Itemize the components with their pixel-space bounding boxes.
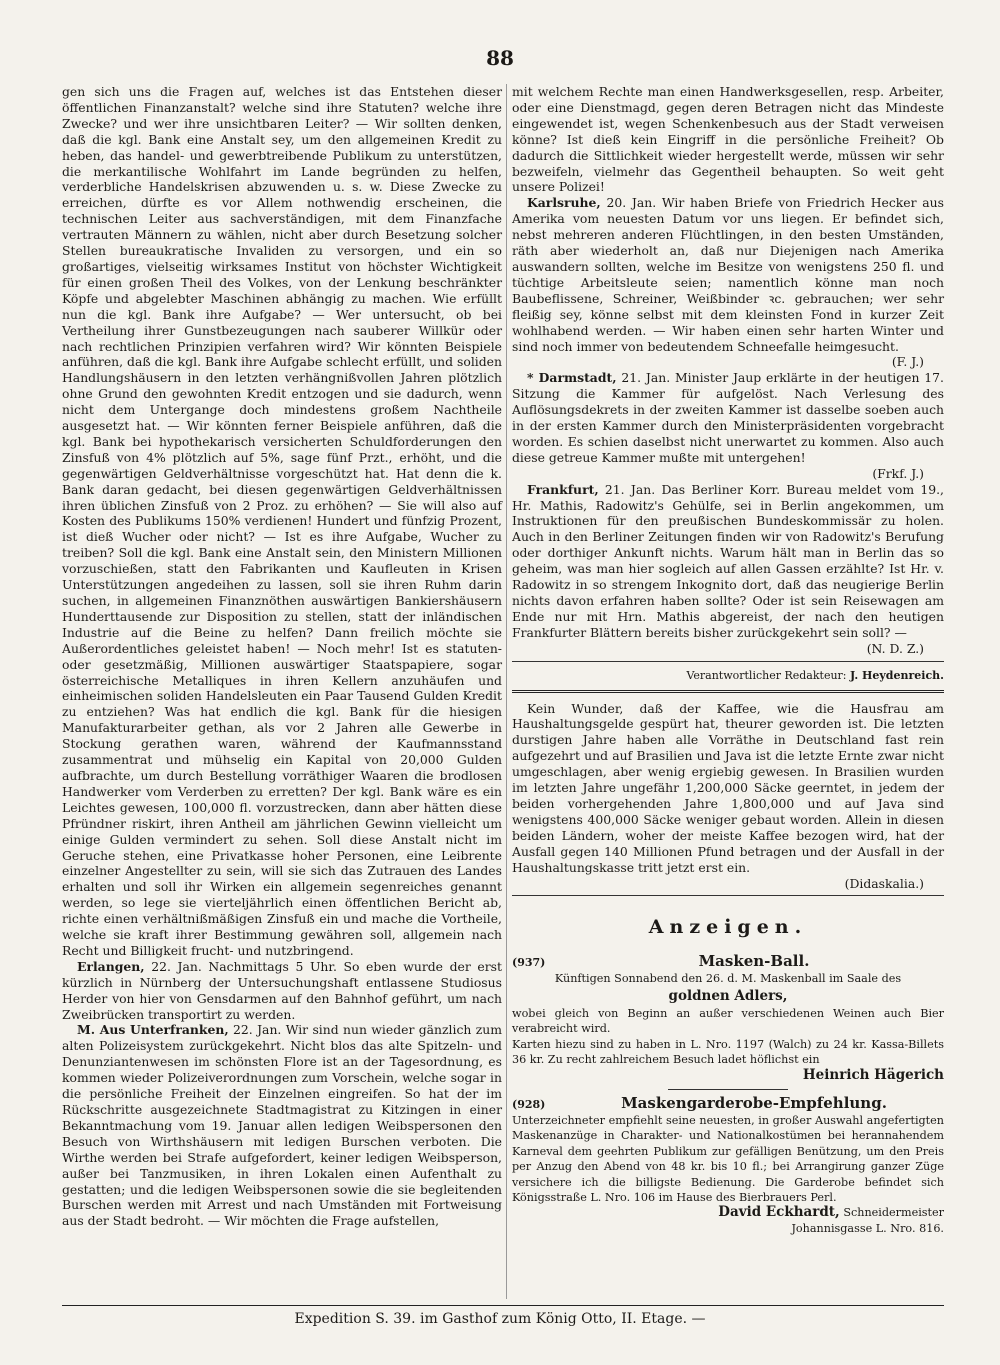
ad-title: Masken-Ball. (698, 952, 810, 971)
footer-imprint: Expedition S. 39. im Gasthof zum König Otto, II. Etage. — (294, 1311, 706, 1327)
ad-title: Maskengarderobe-Empfehlung. (621, 1094, 887, 1113)
dateline: M. Aus Unterfranken, (77, 1022, 229, 1038)
ad-line: wobei gleich von Beginn an außer verschiedenen Weinen auch Bier verabreicht wird. (512, 1007, 944, 1036)
ad-line: Künftigen Sonnabend den 26. d. M. Maskenball im Saale des (554, 972, 902, 986)
paragraph-text: 22. Jan. Wir sind nun wieder gänzlich zum alten Polizeisystem zurückgekehrt. Nicht blos das alte Spitzeln- und Denunziantenwesen im schönsten Flore ist an der Tagesordnung, es kommen wieder Polizeiverordnungen zum Vorschein, welche sogar in die persönliche Freiheit der Einzelnen eingreifen. So hat der im Rückschritte ausgezeichnete Stadtmagistrat zu Kitzingen in einer Bekanntmachung vom 19. Januar allen ledigen Weibspersonen den Besuch von Wirthshäusern mit ledigen Burschen verboten. Die Wirthe werden bei Strafe aufgefordert, keiner ledigen Weibsperson, außer bei Tanzmusiken, in ihren Lokalen einen Aufenthalt zu gestatten; und die ledigen Weibspersonen sowie die sie begleitenden Burschen werden mit Arrest und nach Umständen mit Fortweisung aus der Stadt bedroht. — Wir möchten die Frage aufstellen, (62, 1022, 502, 1229)
editor-label: Verantwortlicher Redakteur: (686, 668, 847, 682)
article-paragraph (512, 370, 944, 465)
page-number: 88 (486, 46, 514, 70)
right-column (512, 84, 944, 1236)
article-paragraph (62, 1022, 502, 1229)
ad-number: (937) (512, 956, 546, 970)
ad-address: Johannisgasse L. Nro. 816. (791, 1221, 944, 1235)
article-paragraph (512, 84, 944, 195)
paragraph-text: 22. Jan. Nachmittags 5 Uhr. So eben wurde der erst kürzlich in Nürnberg der Untersuchungshaft entlassene Studiosus Herder von hier von Gensdarmen auf den Bahnhof geführt, um nach Zweibrücken transportirt zu werden. (62, 958, 502, 1022)
ad-venue: goldnen Adlers, (668, 987, 788, 1004)
attribution: (Frkf. J.) (872, 465, 924, 481)
ad-body (512, 1113, 944, 1236)
editor-line (512, 668, 944, 684)
column-divider (506, 84, 507, 1299)
dateline: * Darmstadt, (527, 370, 617, 386)
ad-header (512, 954, 944, 971)
advertisement (512, 954, 944, 1083)
divider (512, 690, 944, 693)
article-paragraph (512, 195, 944, 354)
dateline: Frankfurt, (527, 481, 599, 497)
coffee-paragraph (512, 701, 944, 876)
ad-number: (928) (512, 1098, 546, 1112)
ad-signature-block (512, 1205, 944, 1220)
ad-line: Unterzeichneter empfiehlt seine neuesten, in großer Auswahl angefertigten Maskenanzüge in Charakter- und Nationalkostümen bei herannahendem Karneval dem geehrten Publikum zur gefälligen Benützung, um den Preis per Anzug den Abend von 48 kr. bis 10 fl.; bei Arrangirung ganzer Züge versichere ich die billigste Bedienung. Die Garderobe befindet sich Königsstraße L. Nro. 106 im Hause des Bierbrauers Perl. (512, 1113, 944, 1204)
ad-signature: David Eckhardt, (718, 1204, 840, 1221)
article-paragraph (512, 482, 944, 641)
paragraph-text: 21. Jan. Das Berliner Korr. Bureau meldet vom 19., Hr. Mathis, Radowitz's Gehülfe, sei in Berlin angekommen, um Instruktionen für den preußischen Bundeskommissär zu holen. Auch in den Berliner Zeitungen finden wir von Radowitz's Berufung oder dorthiger Ankunft nichts. Warum hält man in Berlin das so geheim, was man hier sogleich auf allen Gassen erzählte? Ist Hr. v. Radowitz in so strengem Inkognito dort, daß das neugierige Berlin nichts davon erfahren haben sollte? Oder ist sein Reisewagen am Ende nur mit Hrn. Mathis abgereist, der nach den heutigen Frankfurter Blättern bereits bisher zurückgekehrt sein soll? — (512, 481, 944, 640)
ad-signature: Heinrich Hägerich (802, 1066, 944, 1083)
paragraph-text: Kein Wunder, daß der Kaffee, wie die Hausfrau am Haushaltungsgelde gespürt hat, theurer geworden ist. Die letzten durstigen Jahre haben alle Vorräthe in Deutschland fast rein aufgezehrt und auf Brasilien und Java ist die letzte Ernte zwar nicht umgeschlagen, aber wenig ergiebig gewesen. In Brasilien wurden im letzten Jahre ungefähr 1,200,000 Säcke geerntet, in jedem der beiden vorhergehenden Jahre 1,800,000 und auf Java sind wenigstens 400,000 Säcke weniger gebaut worden. Allein in diesen beiden Ländern, woher der meiste Kaffee bezogen wird, hat der Ausfall gegen 140 Millionen Pfund betragen und der Ausfall in der Haushaltungskasse tritt jetzt erst ein. (512, 700, 944, 875)
editor-name: J. Heydenreich. (850, 668, 944, 682)
left-column (62, 84, 502, 1229)
ad-body (512, 971, 944, 1083)
dateline: Karlsruhe, (527, 195, 601, 211)
paragraph-text: 21. Jan. Minister Jaup erklärte in der heutigen 17. Sitzung die Kammer für aufgelöst. Nach Verlesung des Auflösungsdekrets in der zweiten Kammer ist dasselbe soeben auch in der ersten Kammer durch den Ministerpräsidenten vorgebracht worden. Es schien daselbst nicht unerwartet zu kommen. Also auch diese getreue Kammer mußte mit untergehen! (512, 370, 944, 465)
paragraph-text: mit welchem Rechte man einen Handwerksgesellen, resp. Arbeiter, oder eine Dienstmagd, gegen deren Betragen nicht das Mindeste eingewendet ist, wegen Schenkenbesuch aus der Stadt verweisen könne? Ist dieß kein Eingriff in die persönliche Freiheit? Ob dadurch die Sittlichkeit wieder hergestellt werde, müssen wir sehr bezweifeln, vielmehr das Gegentheil behaupten. So weit geht unsere Polizei! (512, 84, 944, 195)
ad-signature-title: Schneidermeister (843, 1206, 944, 1220)
divider (512, 895, 944, 896)
divider (512, 661, 944, 662)
ad-header (512, 1096, 944, 1113)
footer-rule (62, 1305, 944, 1306)
paragraph-text: 20. Jan. Wir haben Briefe von Friedrich Hecker aus Amerika vom neuesten Datum vor uns liegen. Er befindet sich, nebst mehreren anderen Flüchtlingen, in den besten Umständen, räth aber wiederholt an, daß nur Diejenigen nach Amerika auswandern sollten, welche im Besitze von wenigstens 250 fl. und tüchtige Arbeitsleute seien; namentlich könne man noch Baubeflissene, Schreiner, Weißbinder ꝛc. gebrauchen; wer sehr fleißig sey, könne selbst mit dem kleinsten Fond in kurzer Zeit wohlhabend werden. — Wir haben einen sehr harten Winter und sind noch immer von bedeutendem Schneefalle heimgesucht. (512, 195, 944, 354)
divider (668, 1089, 788, 1090)
attribution: (N. D. Z.) (866, 640, 924, 656)
paragraph-text: gen sich uns die Fragen auf, welches ist das Entstehen dieser öffentlichen Finanzanstalt? welche sind ihre Statuten? welche ihre Zwecke? und wer ihre unsichtbaren Leiter? — Wir sollten denken, daß die kgl. Bank eine Anstalt sey, um den allgemeinen Kredit zu heben, das handel- und gewerbtreibende Publikum zu unterstützen, die merkantilische Wohlfahrt im Lande begründen zu helfen, verderbliche Handelskrisen abzuwenden u. s. w. Diese Zwecke zu erreichen, dürfte es vor Allem nothwendig erscheinen, die technischen Leiter aus sachverständigen, mit dem Finanzfache vertrauten Männern zu wählen, nicht aber durch Besetzung solcher Stellen bureaukratische Invaliden zu versorgen, und ein so großartiges, vielseitig wirksames Institut von höchster Wichtigkeit für einen großen Theil des Volkes, von der Lenkung beschränkter Köpfe und abgelebter Maschinen abhängig zu machen. Wie erfüllt nun die kgl. Bank ihre Aufgabe? — Wer untersucht, ob bei Vertheilung ihrer Gunstbezeugungen nach sauberer Willkür oder nach rechtlichen Prinzipien verfahren wird? Wir könnten Beispiele anführen, daß die kgl. Bank ihre Aufgabe schlecht erfüllt, und soliden Handlungshäusern in den letzten verhängnißvollen Jahren plötzlich ohne Grund den gewohnten Kredit entzogen und sie dadurch, wenn nicht dem Untergange doch mindestens großem Nachtheile ausgesetzt hat. — Wir könnten ferner Beispiele anführen, daß die kgl. Bank bei hypothekarisch versicherten Schuldforderungen den Zinsfuß von 4% plötzlich auf 5%, sage fünf Przt., erhöht, und die gegenwärtigen Geldverhältnisse vorgeschützt hat. Hat denn die k. Bank daran gedacht, bei diesen gegenwärtigen Geldverhältnissen ihren üblichen Zinsfuß von 2 Proz. zu erhöhen? — Sie will also auf Kosten des Publikums 150% verdienen! Hundert und fünfzig Prozent, ist dieß Wucher oder nicht? — Ist es ihre Aufgabe, Wucher zu treiben? Soll die kgl. Bank eine Anstalt sein, den Ministern Millionen vorzuschießen, statt den Fabrikanten und Kaufleuten in Krisen Unterstützungen angedeihen zu lassen, soll sie ihren Ruhm darin suchen, in allgemeinen Finanznöthen auswärtigen Bankiershäusern Hunderttausende zur Disposition zu stellen, statt der inländischen Industrie auf die Beine zu helfen? Dann freilich möchte sie Außerordentliches geleistet haben! — Noch mehr! Ist es statuten- oder gesetzmäßig, Millionen auswärtiger Staatspapiere, sogar österreichische Metalliques in ihren Kellern anzuhäufen und einheimischen soliden Handelsleuten ein Paar Tausend Gulden Kredit zu entziehen? Was hat endlich die kgl. Bank für die hiesigen Manufakturarbeiter gethan, als vor 2 Jahren alle Gewerbe in Stockung gerathen waren, während der Kaufmannsstand zusammentrat und mühselig ein Kapital von 20,000 Gulden aufbrachte, um durch Bestellung vorräthiger Waaren die brodlosen Handwerker vom Verderben zu erretten? Der kgl. Bank wäre es ein Leichtes gewesen, 100,000 fl. vorzustrecken, dann aber hätten diese Pfründner riskirt, ihren Antheil am jährlichen Gewinn vielleicht um einige Gulden vermindert zu sehen. Soll diese Anstalt nicht im Geruche stehen, eine Privatkasse hoher Personen, eine Leibrente einzelner Angestellter zu sein, will sie sich das Zutrauen des Landes erhalten und soll ihr Wirken ein allgemein segenreiches genannt werden, so lege sie vierteljährlich einen öffentlichen Bericht ab, richte einen verhältnißmäßigen Zinsfuß ein und mache die Vortheile, welche sie kraft ihrer Bestimmung gewähren soll, allgemein nach Recht und Billigkeit frucht- und nutzbringend. (62, 84, 502, 958)
attribution: (Didaskalia.) (844, 875, 924, 891)
advertisement (512, 1096, 944, 1236)
dateline: Erlangen, (77, 958, 145, 974)
attribution: (F. J.) (891, 354, 924, 370)
ads-heading: Anzeigen. (648, 916, 808, 939)
article-paragraph (62, 959, 502, 1023)
article-paragraph (62, 84, 502, 959)
ad-line: Karten hiezu sind zu haben in L. Nro. 1197 (Walch) zu 24 kr. Kassa-Billets 36 kr. Zu recht zahlreichem Besuch ladet höflichst ein (512, 1037, 944, 1067)
